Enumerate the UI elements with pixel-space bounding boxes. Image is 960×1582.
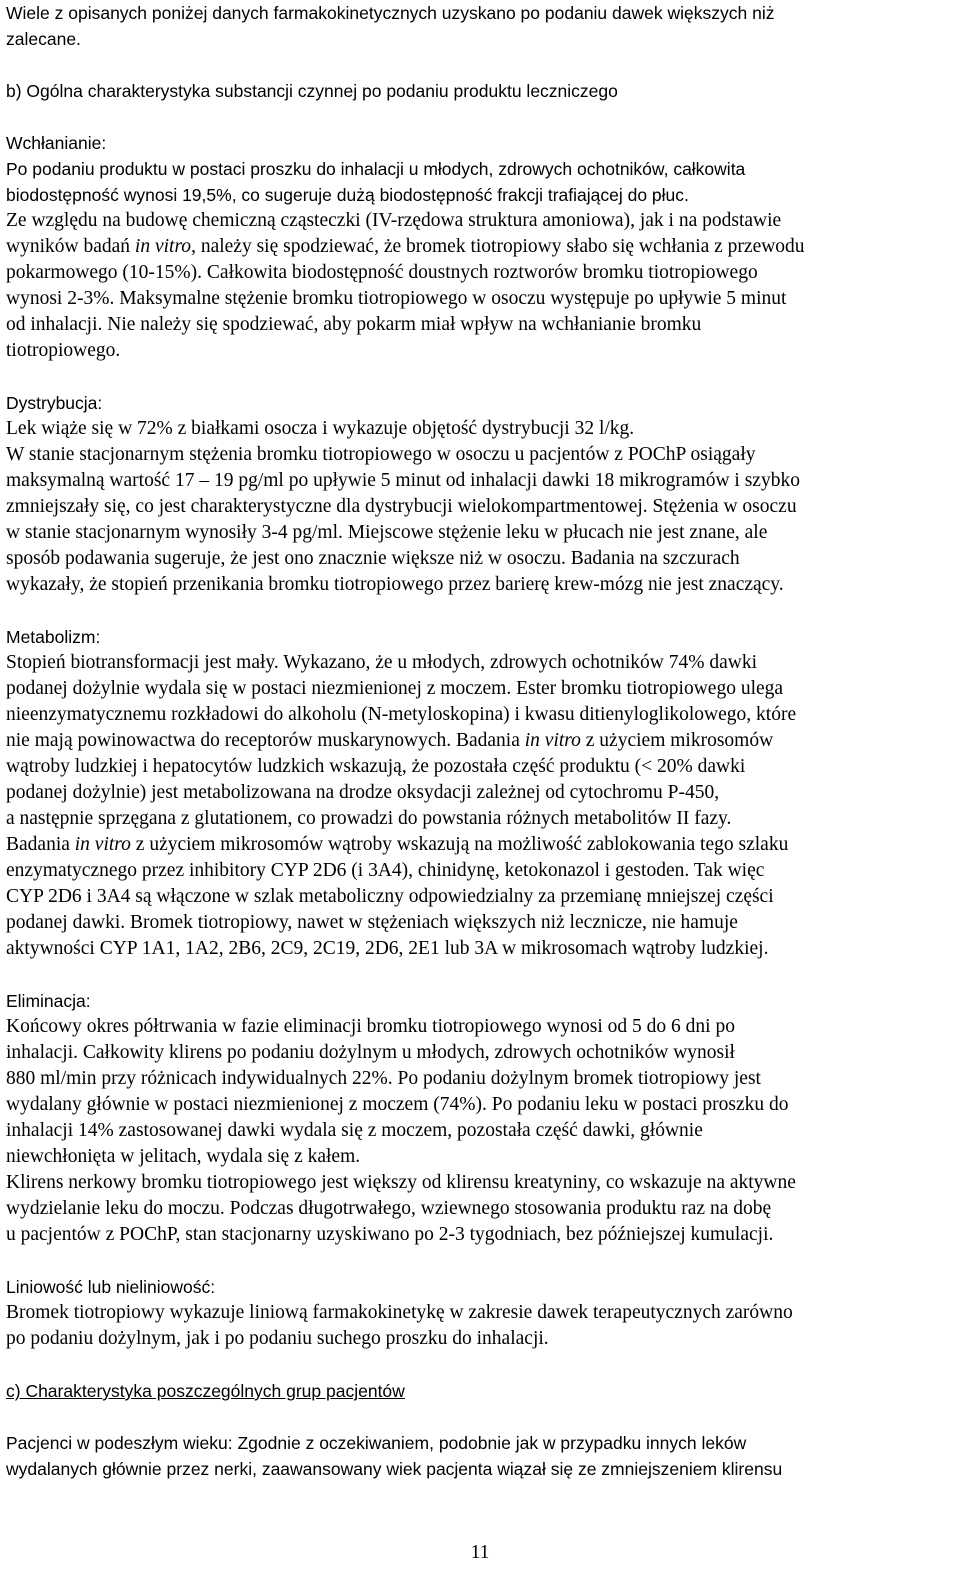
text-line: wydalany głównie w postaci niezmienionej z moczem (74%). Po podaniu leku w postaci proszku do xyxy=(6,1094,789,1115)
text-line: wydalanych głównie przez nerki, zaawansowany wiek pacjenta wiązał się ze zmniejszeniem klirensu xyxy=(6,1459,783,1479)
text-line: enzymatycznego przez inhibitory CYP 2D6 (i 3A4), chinidynę, ketokonazol i gestoden. Tak więc xyxy=(6,860,765,881)
text-line: wynosi 2-3%. Maksymalne stężenie bromku tiotropiowego w osoczu występuje po upływie 5 minut xyxy=(6,288,787,309)
text-line: 880 ml/min przy różnicach indywidualnych 22%. Po podaniu dożylnym bromek tiotropiowy jest xyxy=(6,1068,761,1089)
text-line: wydzielanie leku do moczu. Podczas długotrwałego, wziewnego stosowania produktu raz na dobę xyxy=(6,1198,772,1219)
text-line: Lek wiąże się w 72% z białkami osocza i wykazuje objętość dystrybucji 32 l/kg. xyxy=(6,418,635,439)
text-line: biodostępność wynosi 19,5%, co sugeruje dużą biodostępność frakcji trafiającej do płuc. xyxy=(6,185,689,205)
text-line: Końcowy okres półtrwania w fazie eliminacji bromku tiotropiowego wynosi od 5 do 6 dni po xyxy=(6,1016,735,1037)
text-line: Bromek tiotropiowy wykazuje liniową farmakokinetykę w zakresie dawek terapeutycznych zarówno xyxy=(6,1302,793,1323)
text-line: pokarmowego (10-15%). Całkowita biodostępność doustnych roztworów bromku tiotropiowego xyxy=(6,262,758,283)
text-line: wątroby ludzkiej i hepatocytów ludzkich wskazują, że pozostała część produktu (< 20% dawki xyxy=(6,756,746,777)
section-c-heading: c) Charakterystyka poszczególnych grup pacjentów xyxy=(6,1381,405,1401)
text-line: Badania in vitro z użyciem mikrosomów wątroby wskazują na możliwość zablokowania tego szlaku xyxy=(6,834,789,855)
elimination-section xyxy=(6,988,946,1248)
text-line: Pacjenci w podeszłym wieku: Zgodnie z oczekiwaniem, podobnie jak w przypadku innych leków xyxy=(6,1433,747,1453)
metabolism-section xyxy=(6,624,946,962)
text-line: inhalacji. Całkowity klirens po podaniu dożylnym u młodych, zdrowych ochotników wynosił xyxy=(6,1042,735,1063)
text-line: od inhalacji. Nie należy się spodziewać, aby pokarm miał wpływ na wchłanianie bromku xyxy=(6,314,702,335)
text-line: podanej dożylnie wydala się w postaci niezmienionej z moczem. Ester bromku tiotropiowego ulega xyxy=(6,678,784,699)
text-line: a następnie sprzęgana z glutationem, co prowadzi do powstania różnych metabolitów II fazy. xyxy=(6,808,732,829)
text-line: inhalacji 14% zastosowanej dawki wydala się z moczem, pozostała część dawki, głównie xyxy=(6,1120,703,1141)
text-line: aktywności CYP 1A1, 1A2, 2B6, 2C9, 2C19, 2D6, 2E1 lub 3A w mikrosomach wątroby ludzkiej. xyxy=(6,938,769,959)
in-vitro-term: in vitro xyxy=(74,834,131,855)
text-line: zalecane. xyxy=(6,29,81,49)
absorption-heading: Wchłanianie: xyxy=(6,133,107,153)
text-line: Klirens nerkowy bromku tiotropiowego jest większy od klirensu kreatyniny, co wskazuje na aktywne xyxy=(6,1172,796,1193)
elimination-heading: Eliminacja: xyxy=(6,991,91,1011)
intro-paragraph xyxy=(6,0,946,52)
page-number: 11 xyxy=(470,1542,490,1563)
text-line: tiotropiowego. xyxy=(6,340,121,361)
text-line: wykazały, że stopień przenikania bromku tiotropiowego przez barierę krew-mózg nie jest znaczący. xyxy=(6,574,784,595)
text-line: u pacjentów z POChP, stan stacjonarny uzyskiwano po 2-3 tygodniach, bez późniejszej kumulacji. xyxy=(6,1224,774,1245)
document-page xyxy=(6,0,946,1482)
section-b-heading: b) Ogólna charakterystyka substancji czynnej po podaniu produktu leczniczego xyxy=(6,81,618,101)
text-line: Stopień biotransformacji jest mały. Wykazano, że u młodych, zdrowych ochotników 74% dawki xyxy=(6,652,758,673)
text-line: podanej dożylnie) jest metabolizowana na drodze oksydacji zależnej od cytochromu P-450, xyxy=(6,782,720,803)
text-line: nieenzymatycznemu rozkładowi do alkoholu (N-metyloskopina) i kwasu ditienyloglikolowego, które xyxy=(6,704,797,725)
linearity-heading: Liniowość lub nieliniowość: xyxy=(6,1277,216,1297)
distribution-heading: Dystrybucja: xyxy=(6,393,103,413)
metabolism-heading: Metabolizm: xyxy=(6,627,101,647)
distribution-section xyxy=(6,390,946,598)
text-line: sposób podawania sugeruje, że jest ono znacznie większe niż w osoczu. Badania na szczurach xyxy=(6,548,740,569)
text-line: w stanie stacjonarnym wynosiły 3-4 pg/ml. Miejscowe stężenie leku w płucach nie jest znane, ale xyxy=(6,522,768,543)
text-line: po podaniu dożylnym, jak i po podaniu suchego proszku do inhalacji. xyxy=(6,1328,549,1349)
text-line: nie mają powinowactwa do receptorów muskarynowych. Badania in vitro z użyciem mikrosomów xyxy=(6,730,774,751)
text-line: Ze względu na budowę chemiczną cząsteczki (IV-rzędowa struktura amoniowa), jak i na podstawie xyxy=(6,210,782,231)
text-line: CYP 2D6 i 3A4 są włączone w szlak metaboliczny odpowiedzialny za przemianę mniejszej części xyxy=(6,886,774,907)
linearity-section xyxy=(6,1274,946,1352)
text-line: Po podaniu produktu w postaci proszku do inhalacji u młodych, zdrowych ochotników, całkowita xyxy=(6,159,746,179)
absorption-section xyxy=(6,130,946,364)
text-line: podanej dawki. Bromek tiotropiowy, nawet w stężeniach większych niż lecznicze, nie hamuje xyxy=(6,912,738,933)
text-line: maksymalną wartość 17 – 19 pg/ml po upływie 5 minut od inhalacji dawki 18 mikrogramów i szybko xyxy=(6,470,800,491)
in-vitro-term: in vitro xyxy=(524,730,581,751)
in-vitro-term: in vitro xyxy=(134,236,192,257)
text-line: wyników badań in vitro, należy się spodziewać, że bromek tiotropiowy słabo się wchłania z przewodu xyxy=(6,236,805,257)
text-line: W stanie stacjonarnym stężenia bromku tiotropiowego w osoczu u pacjentów z POChP osiągały xyxy=(6,444,756,465)
text-line: zmniejszały się, co jest charakterystyczne dla dystrybucji wielokompartmentowej. Stężenia w osoczu xyxy=(6,496,797,517)
text-line: Wiele z opisanych poniżej danych farmakokinetycznych uzyskano po podaniu dawek większych niż xyxy=(6,3,775,23)
text-line: niewchłonięta w jelitach, wydala się z kałem. xyxy=(6,1146,361,1167)
elderly-section xyxy=(6,1430,946,1482)
